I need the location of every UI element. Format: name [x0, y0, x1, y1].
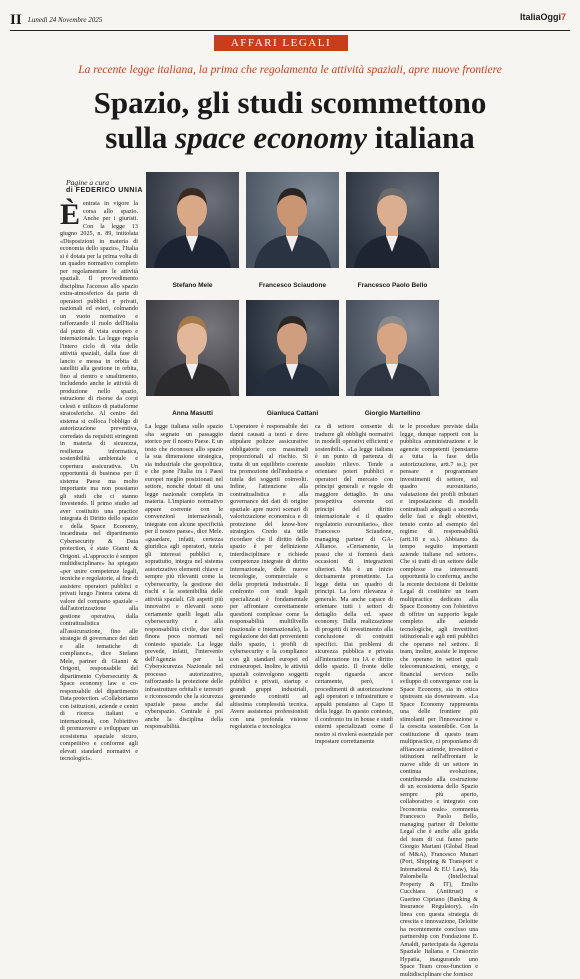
issue-date: Lunedì 24 Novembre 2025 — [28, 16, 103, 24]
byline-author: di FEDERICO UNNIA — [66, 187, 143, 194]
article-column-2: La legge italiana sullo spazio «ha segnato un passaggio storico per il nostro Paese. E un testo che riconosce allo spazio la sua dimensione strategica, sia industriale che geopolitica, e che pone l'Italia tra i Paesi europei meglio posizionati nel settore, nonché dotati di una legge nazionale completa in materia. L'impianto normativo appare coerente con le convenzioni internazionali, integrate con alcune specificità per il nostro paese», dice Mele. «guardare, infatti, certezza giuridica agli operatori, tutela gli interessi pubblici e, soprattutto, integra nel sistema autorizzativo elementi chiave e sempre più rilevanti come la cybersecurity, la gestione dei rischi e la sostenibilità delle attività spaziali. Gli aspetti più innovativi e rilevanti sono certamente quelli legati alla cybersecurity e alla responsabilità civile, due temi finora poco normati nel contesto spaziale. La legge prevede, infatti, l'intervento dell'Agenzia per la Cybersicurezza Nazionale nel processo autorizzativo, rafforzando la protezione delle infrastrutture orbitali e terrestri e riconoscendo che la sicurezza spaziale passa anche dal cyberspazio. Centrale è poi anche la disciplina della responsabilità. — [145, 424, 223, 730]
publication-brand: ItaliaOggi7 — [519, 12, 566, 22]
article-column-4: ca di settore consente di tradurre gli obblighi normativi in modelli operativi efficienti e sostenibili». «La legge italiana è un punto di partenza di assoluto rilievo. Tende a orientare poteri pubblici e operatori del mercato con principi generali e regole di maggiore dettaglio. In una prospettiva coerente coi principi del diritto internazionale e il quadro regolatorio eurounitario», dice Francesco Sciaudone, managing partner di GA-Alliance. «Certamente, la prassi che si formerà darà occasioni di integrazioni ulteriori. Ma è un inizio decisamente promettente. La legge detta un quadro di principi. La loro rilevanza è generale. Ma anche capace di orientare tutti i settori di dettaglio della ed. space economy. Dalla realizzazione di progetti di investimento alla conclusione di contratti specifici. Dai problemi di sicurezza pubblica e privata all'interazione tra IA e diritto dello spazio. Il fronte delle regole riguarda ancor certamente, però, i procedimenti di autorizzazione agli operatori e infrastrutture e appalti pensiamo al Capo II della legge. In questo contesto, il confronto tra in house e studi esterni specializzati come il nostro si rivelerà essenziale per impostare correttamente — [315, 424, 393, 745]
portrait-caption: Stefano Mele — [172, 282, 213, 289]
portrait-caption: Giorgio Martellino — [364, 410, 421, 417]
portrait-photo — [146, 172, 239, 268]
portrait-photo — [146, 300, 239, 396]
article-column-5: te le procedure previste dalla legge, dunque rapporti con la pubblica amministrazione e le agenzie competenti (pensiamo a tutta la fase della autorizzazione, artt.7 ss.); per pensare e programmare investimenti di settore, sul quadro eurounitario, valutazione dei profili tributari e impostazione di modelli contrattuali adeguati a seconda delle fasi e degli obiettivi, tenuto conto ad esempio del regime di responsabilità (artt.18 e ss.). Abbiamo da tempo seguito importanti aziende italiane nel settore». Che si tratti di un settore dalle complesse ma interessanti opportunità lo conferma, anche la recente decisione di Deloitte Legal di costituire un team multipractice dedicato alla Space Economy con l'obiettivo di offrire un supporto legale completo alle aziende tecnologiche, agli investitori istituzionali e agli enti pubblici che operano nel settore. Il team, inoltre, assiste le imprese che operano in settori quali telecomunicazioni, energy, e financial services nello sviluppo di convergenze con la Space Economy, sia in ottica upstream sia downstream. «La Space Economy rappresenta una delle frontiere più stimolanti per l'innovazione e la crescita sostenibile. Con la costituzione di questo team multipractice, ci proponiamo di affiancare aziende, investitori e istituzioni nell'affrontare le nuove sfide di un settore in continua evoluzione, contribuendo alla costruzione di un ecosistema dello Spazio sempre più aperto, collaborativo e integrato con l'economia reale» commenta Francesco Paolo Bello, managing partner di Deloitte Legal che è anche alla guida del team di cui fanno parte Giorgio Mariani (Global Head of M&A), Francesco Munari (Port, Shipping & Transport e International & EU Law), Ida Palombella (Intellectual Property & IT), Emilio Cucchiara (Antitrust) e Guerino Cipriano (Banking & Insurance Regulatory). «In linea con questa strategia di crescita e innovazione, Deloitte ha recentemente concluso una partnership con Fondazione E. Amaldi, partecipata da Agenzia Spaziale Italiana e Consorzio Hypatia, inaugurando uno Space Team cross-function e multidisciplinare che fornisce — [400, 424, 478, 978]
portrait-photo — [246, 300, 339, 396]
article-column-1: Èentrata in vigore la corsa allo spazio. Anche per i giuristi. Con la legge 13 giugno 2025, n. 89, intitolata «Disposizioni in materia di economia dello spazio», l'Italia si è dotata per la prima volta di un quadro normativo completo per regolamentare le attività spaziali. Il provvedimento disciplina l'accesso allo spazio extra-atmosferico da parte di operatori pubblici e privati, nazionali ed esteri, colmando un vuoto normativo e rafforzando il ruolo dell'Italia dal punto di vista europeo e internazionale. La legge regola l'intero ciclo di vita delle attività spaziali, dalla fase di lancio e messa in orbita di satelliti alla gestione in orbita, fino al rientro e smaltimento, includendo anche le attività di produzione nello spazio, estrazione di risorse da corpi celesti e utilizzo di piattaforme stratosferiche. Al centro del sistema si colloca l'obbligo di autorizzazione preventiva, corredato da requisiti stringenti in materia di sicurezza, resilienza informatica, sostenibilità ambientale e copertura assicurativa. Un opportunità di business per il sistema Paese ma molto importante ma non possiamo gli studi che ci stanno investendo. Il primo studio ad aver costituito una practice integrata di Diritto dello spazio e della Space Economy, incardinata nel dipartimento Cybersecurity & Data protection, è stato Gianni & Origoni. «L'approccio è sempre multidisciplinare» ha spiegato «per unire competenze legali, tecniche e regolatorie, al fine di assistere operatori pubblici e privati lungo l'intera catena di valore del comparto spaziale – dall'autorizzazione alla gestione operativa, dalla contrattualistica all'assicurazione, fino alle strategie di governance dei dati e alle tematiche di compliance», dice Stefano Mele, partner di Gianni & Origoni, responsabile del dipartimento Cybersecurity & Space economy law e co-responsabile del dipartimento Data protection. «Collaboriamo con istituzioni, aziende e centri di ricerca italiani e internazionali, con l'obiettivo di promuovere e sviluppare un ecosistema spaziale sicuro, competitivo e conforme agli elevati standard normativi e tecnologici». — [60, 198, 138, 762]
drop-cap: È — [60, 198, 81, 231]
portrait-caption: Anna Masutti — [172, 410, 213, 417]
portrait-photo — [346, 172, 439, 268]
header-divider — [10, 30, 570, 31]
page-header — [0, 0, 580, 50]
portrait-photo — [346, 300, 439, 396]
page-number: II — [10, 12, 22, 28]
portrait-photo — [246, 172, 339, 268]
article-kicker: La recente legge italiana, la prima che regolamenta le attività spaziali, apre nuove frontiere — [78, 64, 502, 76]
portrait-caption: Francesco Paolo Bello — [357, 282, 428, 289]
section-label: AFFARI LEGALI — [214, 35, 348, 51]
article-title: Spazio, gli studi scommettono sulla space economy italiana — [93, 85, 487, 155]
portrait-caption: Francesco Sciaudone — [258, 282, 327, 289]
byline-prefix: Pagine a cura — [66, 178, 110, 187]
portrait-caption: Gianluca Cattani — [266, 410, 319, 417]
article-column-3: L'operatore è responsabile dei danni causati a terzi e deve stipulare polizze assicurative obbligatorie con massimali proporzionali al rischio. Si tratta di un equilibrio coerente tra promozione dell'industria e tutela dei soggetti coinvolti. Infine, l'attenzione alla contrattualistica e alla governance dei dati di origine spaziale apre nuovi scenari di valorizzazione economica e di protezione del know-how strategico. Credo sia utile ricordare che il diritto dello spazio è per definizione interdisciplinare e richiede competenze integrate di diritto internazionale, delle nuove tecnologie, commerciale e della proprietà industriale. Il confronto con studi legali specializzati è fondamentale per affrontare correttamente questioni complesse come la responsabilità multilivello (nazionale e internazionale), la regolazione dei dati provenienti dallo spazio, i profili di cybersecurity e la compliance con gli standard europei ed extraeuropei. Inoltre, le attività spaziali coinvolgono soggetti pubblici e privati, startup e grandi gruppi industriali, generando contratti ad altissima complessità tecnica. Avere assistenza professionisti con una profonda visione regolatoria e tecnologica — [230, 424, 308, 730]
